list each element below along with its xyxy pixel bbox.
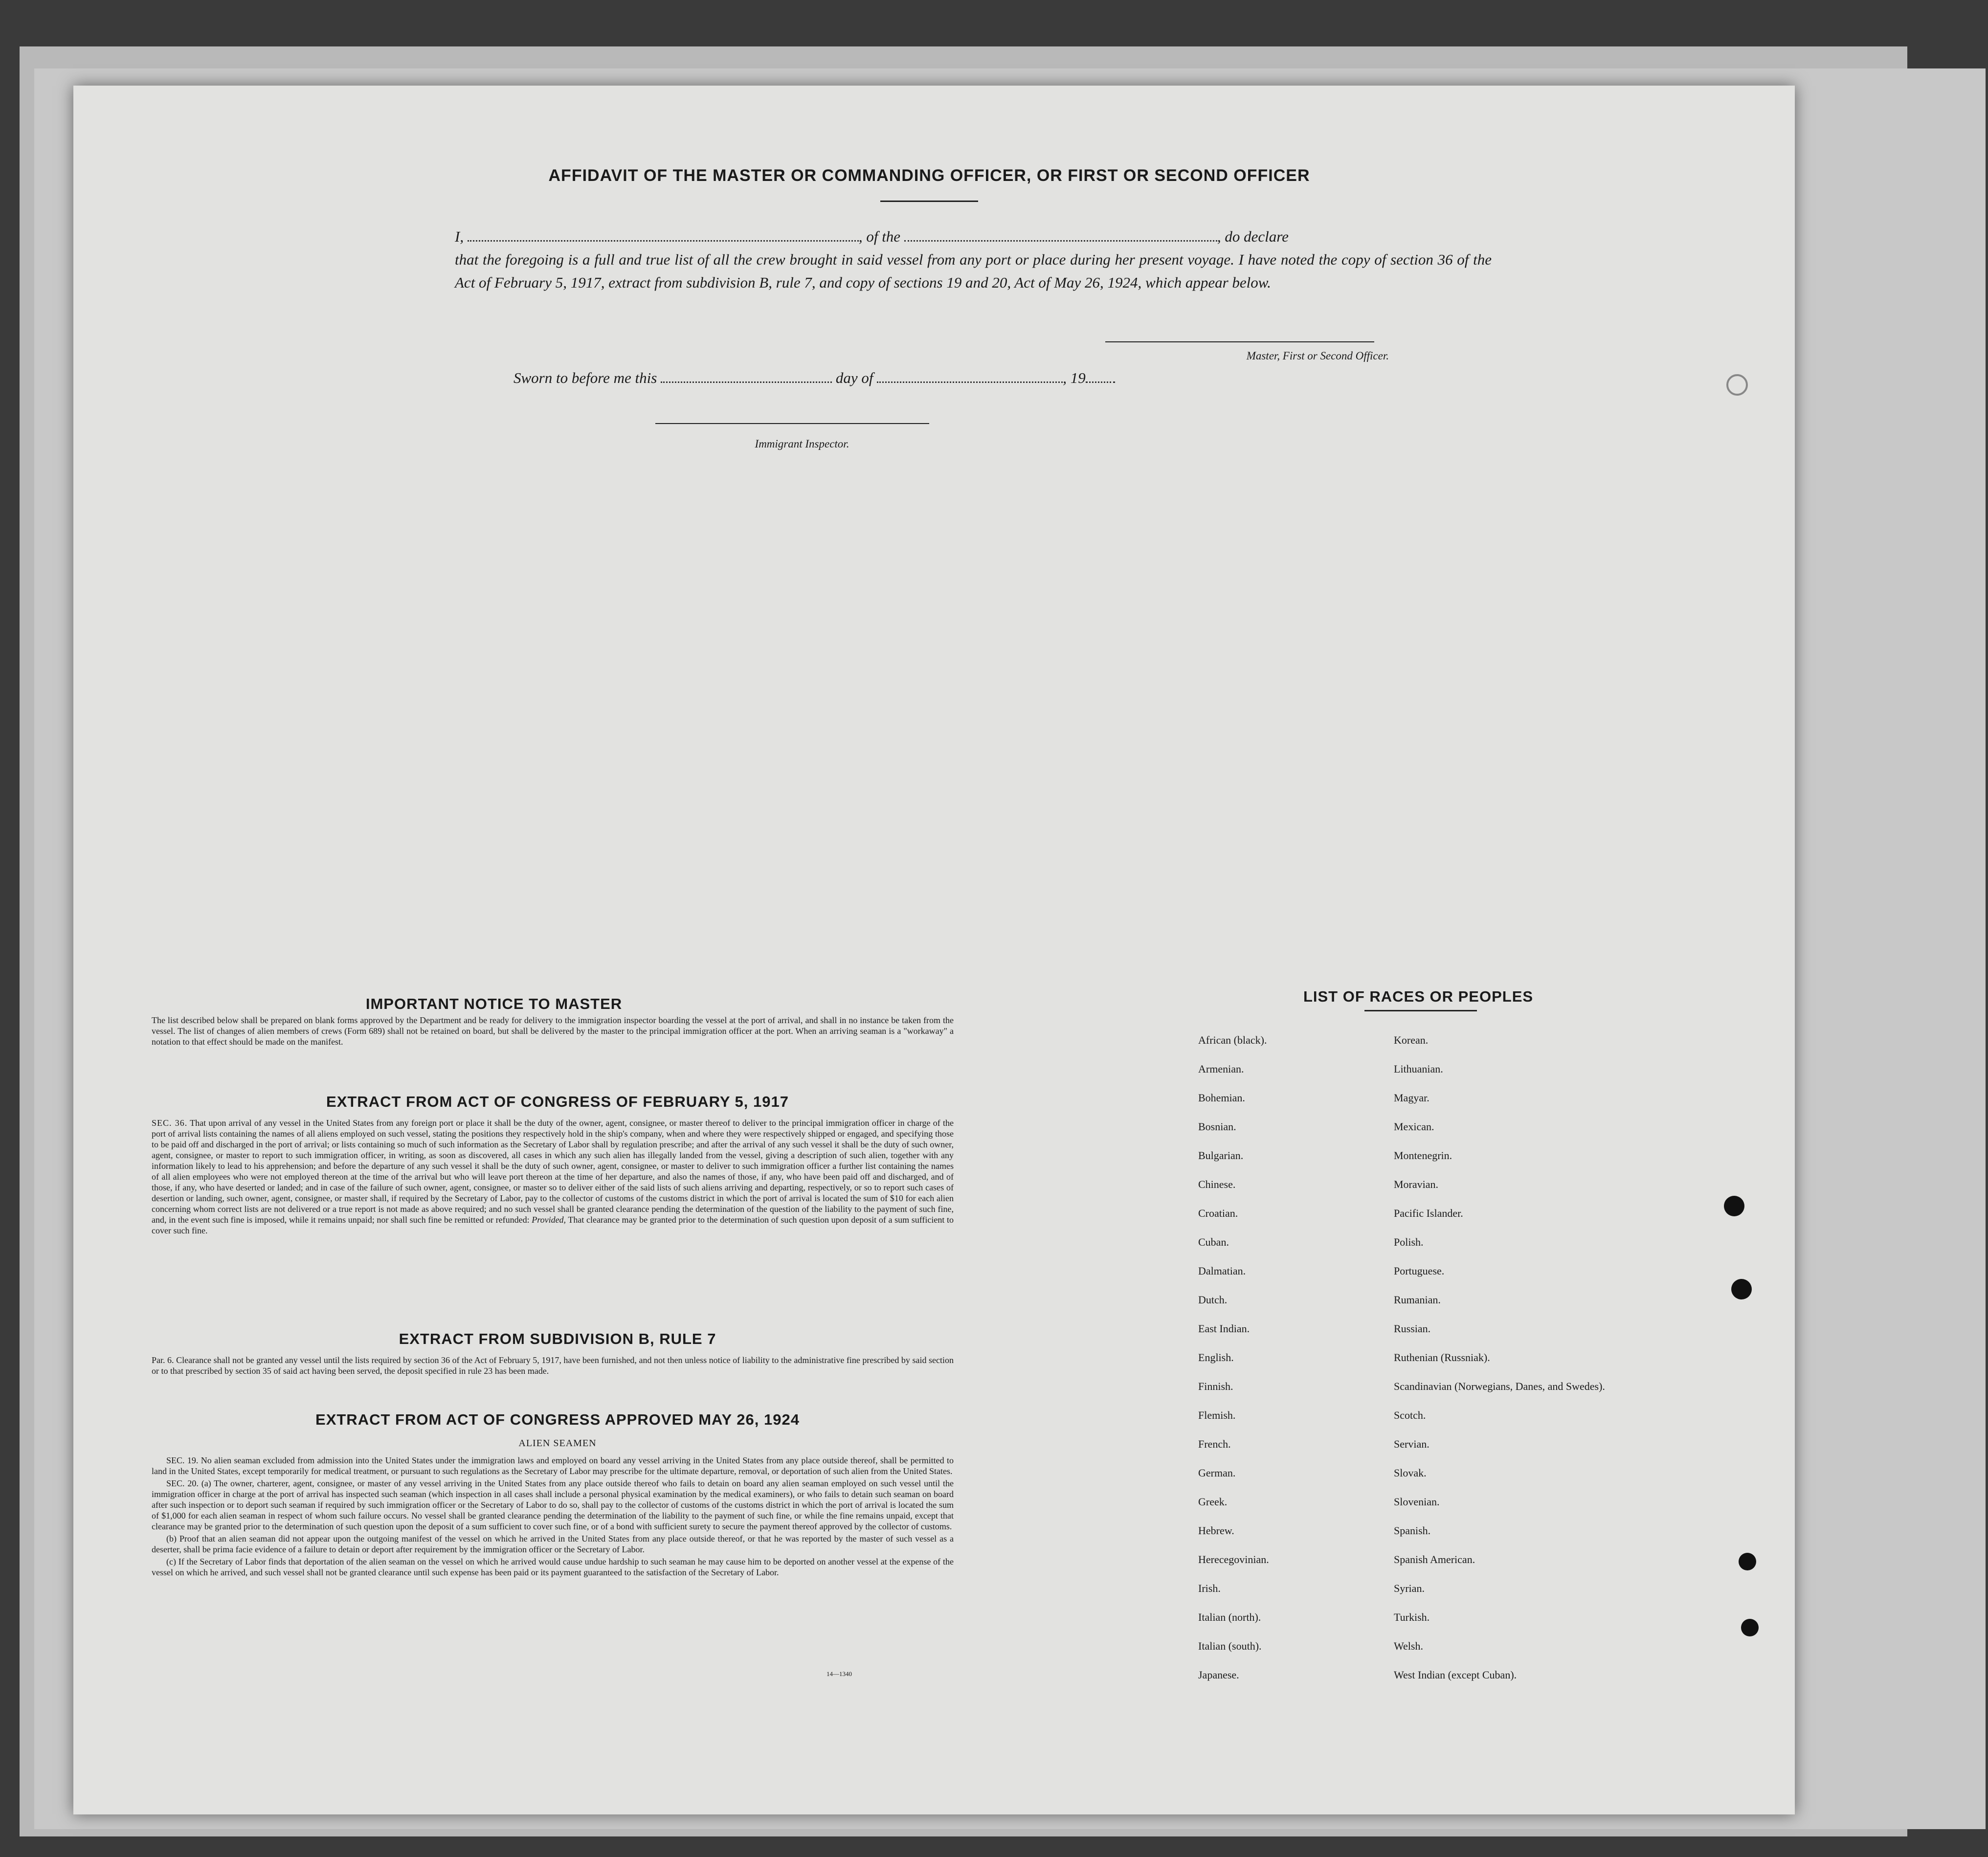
section-36-end: That clearance may be granted prior to the determination of such question upon deposit of a sum sufficient to cover such fine. xyxy=(152,1215,954,1235)
race-item: Mexican. xyxy=(1394,1120,1434,1133)
section-20b-text: (b) Proof that an alien seaman did not appear upon the outgoing manifest of the vessel on which he arrived in the United States from any place outside thereof, or that he was reported by the master of such vessel as a deserter, shall be prima facie evidence of a failure to detain or deport after requirement by the immigration officer or the Secretary of Labor. xyxy=(152,1534,954,1554)
sworn-year-label: , 19 xyxy=(1063,369,1086,386)
race-item: Servian. xyxy=(1394,1438,1430,1450)
inspector-signature-line[interactable] xyxy=(655,423,929,424)
race-item: Bulgarian. xyxy=(1198,1149,1244,1162)
race-item: Bosnian. xyxy=(1198,1120,1236,1133)
race-item: Spanish American. xyxy=(1394,1553,1475,1566)
races-list-left xyxy=(1198,1034,1374,1698)
race-item: Lithuanian. xyxy=(1394,1063,1443,1075)
document-page xyxy=(73,86,1795,1814)
of-the-label: , of the xyxy=(858,228,901,245)
race-item: Turkish. xyxy=(1394,1611,1430,1623)
sworn-line xyxy=(514,369,1198,387)
sworn-month-field[interactable] xyxy=(877,381,1063,383)
race-item: Greek. xyxy=(1198,1496,1228,1508)
race-item: Slovak. xyxy=(1394,1467,1427,1479)
race-item: Polish. xyxy=(1394,1236,1424,1248)
punch-hole xyxy=(1739,1553,1756,1570)
extract-rule7-title: EXTRACT FROM SUBDIVISION B, RULE 7 xyxy=(399,1330,716,1347)
extract-1917-title: EXTRACT FROM ACT OF CONGRESS OF FEBRUARY 5, 1917 xyxy=(326,1093,789,1110)
race-item: Syrian. xyxy=(1394,1582,1425,1594)
races-list-right xyxy=(1394,1034,1668,1698)
race-item: Russian. xyxy=(1394,1322,1431,1335)
race-item: Herecegovinian. xyxy=(1198,1553,1269,1566)
race-item: Bohemian. xyxy=(1198,1092,1245,1104)
race-item: Moravian. xyxy=(1394,1178,1439,1190)
race-item: Italian (north). xyxy=(1198,1611,1261,1623)
race-item: Japanese. xyxy=(1198,1669,1239,1681)
extract-rule7-body: Par. 6. Clearance shall not be granted any vessel until the lists required by section 36 of the Act of February 5, 1917, have been furnished, and not then unless notice of liability to the administrative fine prescribed by said section or to that prescribed by section 35 of said act having been served, the deposit specified in rule 23 has been made. xyxy=(152,1355,954,1376)
race-item: Croatian. xyxy=(1198,1207,1238,1219)
sworn-prefix: Sworn to before me this xyxy=(514,369,657,386)
race-item: Pacific Islander. xyxy=(1394,1207,1463,1219)
race-item: Finnish. xyxy=(1198,1380,1233,1392)
race-item: African (black). xyxy=(1198,1034,1267,1046)
declarant-prefix: I, xyxy=(455,228,464,245)
binder-ring-hole xyxy=(1726,374,1748,396)
alien-seamen-subtitle: ALIEN SEAMEN xyxy=(518,1438,597,1449)
title-underline xyxy=(880,201,978,202)
punch-hole xyxy=(1724,1196,1744,1216)
extract-1917-body xyxy=(152,1118,954,1236)
race-item: Italian (south). xyxy=(1198,1640,1262,1652)
race-item: West Indian (except Cuban). xyxy=(1394,1669,1517,1681)
race-item: East Indian. xyxy=(1198,1322,1250,1335)
sworn-day-label: day of xyxy=(835,369,873,386)
declarant-name-field[interactable] xyxy=(468,240,859,242)
race-item: French. xyxy=(1198,1438,1231,1450)
inspector-caption: Immigrant Inspector. xyxy=(755,438,849,450)
affidavit-body xyxy=(455,225,1492,294)
form-number: 14—1340 xyxy=(826,1670,852,1678)
vessel-name-field[interactable] xyxy=(904,240,1217,242)
section-19-text: SEC. 19. No alien seaman excluded from admission into the United States under the immigration laws and employed on board any vessel arriving in the United States from any place outside thereof, shall be permitted to land in the United States, except temporarily for medical treatment, or pursuant to such regulations as the Secretary of Labor may prescribe for the ultimate departure, removal, or deportation of such alien from the United States. xyxy=(152,1455,954,1476)
race-item: Magyar. xyxy=(1394,1092,1430,1104)
sworn-day-field[interactable] xyxy=(661,381,832,383)
races-title: LIST OF RACES OR PEOPLES xyxy=(1303,988,1534,1005)
race-item: Ruthenian (Russniak). xyxy=(1394,1351,1490,1364)
race-item: Hebrew. xyxy=(1198,1524,1234,1537)
affidavit-title: AFFIDAVIT OF THE MASTER OR COMMANDING OFFICER, OR FIRST OR SECOND OFFICER xyxy=(548,166,1310,185)
race-item: German. xyxy=(1198,1467,1236,1479)
notice-body: The list described below shall be prepared on blank forms approved by the Department and be ready for delivery to the immigration inspector boarding the vessel at the port of arrival, and shall in no instance be taken from the vessel. The list of changes of alien members of crews (Form 689) shall not be retained on board, but shall be delivered by the master to the principal immigration officer at the port. When an arriving seaman is a "workaway" a notation to that effect should be made on the manifest. xyxy=(152,1015,954,1047)
extract-1924-body xyxy=(152,1455,954,1579)
section-36-text: That upon arrival of any vessel in the United States from any foreign port or place it shall be the duty of the owner, agent, consignee, or master thereof to deliver to the principal immigration officer in charge of the port of arrival lists containing the names of all aliens employed on such vessel, stating the positions they respectively hold in the ship's company, when and where they were respectively shipped or engaged, and specifying those to be paid off and discharged in the port of arrival; or lists containing so much of such information as the Secretary of Labor shall by regulation prescribe; and after the arrival of any such vessel it shall be the duty of such owner, agent, consignee, or master to report to such immigration officer, in writing, as soon as discovered, all cases in which any such alien has illegally landed from the vessel, giving a description of such alien, together with any information likely to lead to his apprehension; and before the departure of any such vessel it shall be the duty of such owner, agent, consignee, or master to deliver to such immigration officer a further list containing the names of all alien employees who were not employed thereon at the time of the arrival but who will leave port thereon at the time of her departure, and also the names of those, if any, who have been paid off and discharged, and of those, if any, who have deserted or landed; and in case of the failure of such owner, agent, consignee, or master so to deliver either of the said lists of such aliens arriving and departing, respectively, or so to report such cases of desertion or landing, such owner, agent, consignee, or master shall, if required by the Secretary of Labor, pay to the collector of customs of the customs district in which the port of arrival is located the sum of $10 for each alien concerning whom correct lists are not delivered or a true report is not made as above required; and no such vessel shall be granted clearance pending the determination of the question of the liability to the payment of such fine, and, in the event such fine is imposed, while it remains unpaid; nor shall such fine be remitted or refunded: xyxy=(152,1118,954,1225)
notice-title: IMPORTANT NOTICE TO MASTER xyxy=(365,995,623,1012)
punch-hole xyxy=(1731,1279,1752,1299)
affidavit-first-line xyxy=(455,225,1492,248)
provided-label: Provided, xyxy=(532,1215,566,1225)
race-item: Cuban. xyxy=(1198,1236,1229,1248)
race-item: Montenegrin. xyxy=(1394,1149,1452,1162)
section-20c-text: (c) If the Secretary of Labor finds that deportation of the alien seaman on the vessel on which he arrived would cause undue hardship to such seaman he may cause him to be deported on another vessel at the expense of the vessel on which he arrived, and such vessel shall not be granted clearance until such expense has been paid or its payment guaranteed to the satisfaction of the Secretary of Labor. xyxy=(152,1557,954,1577)
race-item: Flemish. xyxy=(1198,1409,1236,1421)
race-item: Chinese. xyxy=(1198,1178,1236,1190)
affidavit-statement: that the foregoing is a full and true list of all the crew brought in said vessel from any port or place during her present voyage. I have noted the copy of section 36 of the Act of February 5, 1917, extract from subdivision B, rule 7, and copy of sections 19 and 20, Act of May 26, 1924, which appear below. xyxy=(455,251,1492,291)
race-item: Dutch. xyxy=(1198,1294,1228,1306)
declare-label: , do declare xyxy=(1217,228,1289,245)
sworn-year-field[interactable] xyxy=(1086,381,1115,383)
master-signature-line[interactable] xyxy=(1105,341,1374,342)
races-title-underline xyxy=(1364,1010,1477,1011)
race-item: Welsh. xyxy=(1394,1640,1423,1652)
race-item: Spanish. xyxy=(1394,1524,1431,1537)
race-item: Korean. xyxy=(1394,1034,1429,1046)
punch-hole xyxy=(1741,1619,1759,1636)
race-item: Portuguese. xyxy=(1394,1265,1445,1277)
section-20a-text: SEC. 20. (a) The owner, charterer, agent, consignee, or master of any vessel arriving in the United States from any place outside thereof who fails to detain on board any alien seaman employed on such vessel until the immigration officer in charge at the port of arrival has inspected such seaman (which inspection in all cases shall include a personal physical examination by the medical examiners), or who fails to detain such seaman on board after such inspection or to deport such seaman if required by such immigration officer or the Secretary of Labor to do so, shall pay to the collector of customs of the customs district in which the port of arrival is located the sum of $1,000 for each alien seaman in respect of whom such failure occurs. No vessel shall be granted clearance pending the determination of the liability to the payment of such fine, or while the fine remains unpaid, except that clearance may be granted prior to the determination of such question upon the deposit of a sum sufficient to cover such fine, or of a bond with sufficient surety to secure the payment thereof approved by the collector of customs. xyxy=(152,1478,954,1531)
race-item: Armenian. xyxy=(1198,1063,1244,1075)
race-item: Scandinavian (Norwegians, Danes, and Swedes). xyxy=(1394,1380,1605,1392)
section-36-label: SEC. 36. xyxy=(152,1118,188,1128)
race-item: Irish. xyxy=(1198,1582,1221,1594)
race-item: Dalmatian. xyxy=(1198,1265,1246,1277)
race-item: Rumanian. xyxy=(1394,1294,1441,1306)
extract-1924-title: EXTRACT FROM ACT OF CONGRESS APPROVED MAY 26, 1924 xyxy=(315,1411,800,1428)
race-item: Scotch. xyxy=(1394,1409,1426,1421)
race-item: English. xyxy=(1198,1351,1234,1364)
master-caption: Master, First or Second Officer. xyxy=(1246,350,1389,362)
race-item: Slovenian. xyxy=(1394,1496,1440,1508)
